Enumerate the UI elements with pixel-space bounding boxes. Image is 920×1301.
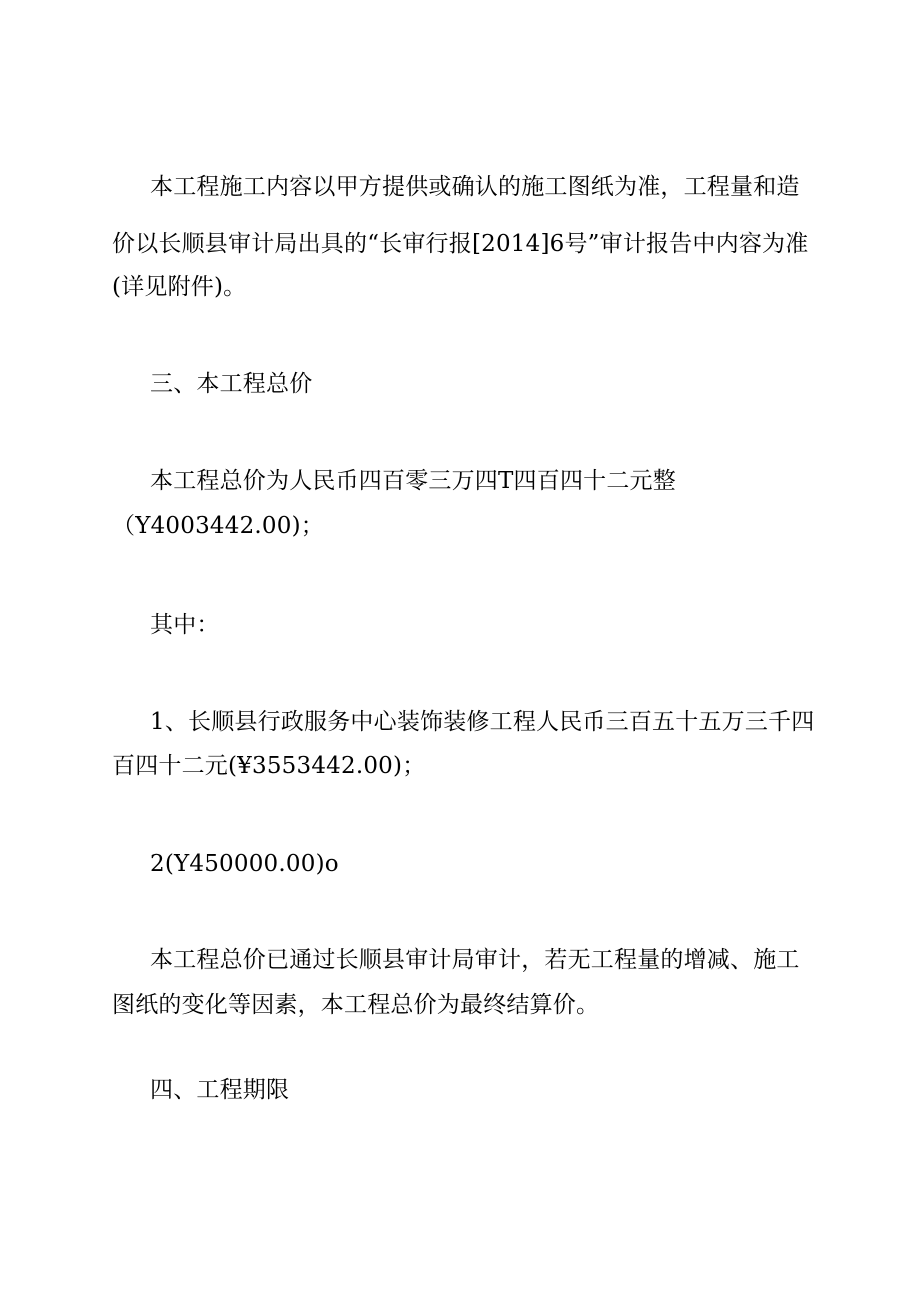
paragraph-scope-line-3: (详见附件)。 [112, 274, 247, 300]
paragraph-final-price-line-1: 本工程总价已通过长顺县审计局审计，若无工程量的增减、施工 [150, 947, 800, 973]
list-item-1-line-1: 1、长顺县行政服务中心装饰装修工程人民币三百五十五万三千四 [150, 709, 815, 735]
paragraph-scope-line-2: 价以长顺县审计局出具的“长审行报[2014]6号”审计报告中内容为准 [112, 231, 809, 257]
paragraph-total-price-line-1: 本工程总价为人民币四百零三万四T四百四十二元整 [150, 468, 676, 494]
list-item-2: 2(Y450000.00)o [150, 851, 339, 877]
paragraph-scope-line-1: 本工程施工内容以甲方提供或确认的施工图纸为准，工程量和造 [150, 174, 800, 200]
list-item-1-line-2: 百四十二元(¥3553442.00)； [112, 753, 426, 779]
section-heading-total-price: 三、本工程总价 [150, 371, 313, 397]
paragraph-total-price-line-2: （Y4003442.00)； [112, 513, 324, 539]
section-heading-project-period: 四、工程期限 [150, 1077, 290, 1103]
paragraph-final-price-line-2: 图纸的变化等因素，本工程总价为最终结算价。 [112, 992, 600, 1018]
among-label: 其中： [150, 612, 220, 638]
